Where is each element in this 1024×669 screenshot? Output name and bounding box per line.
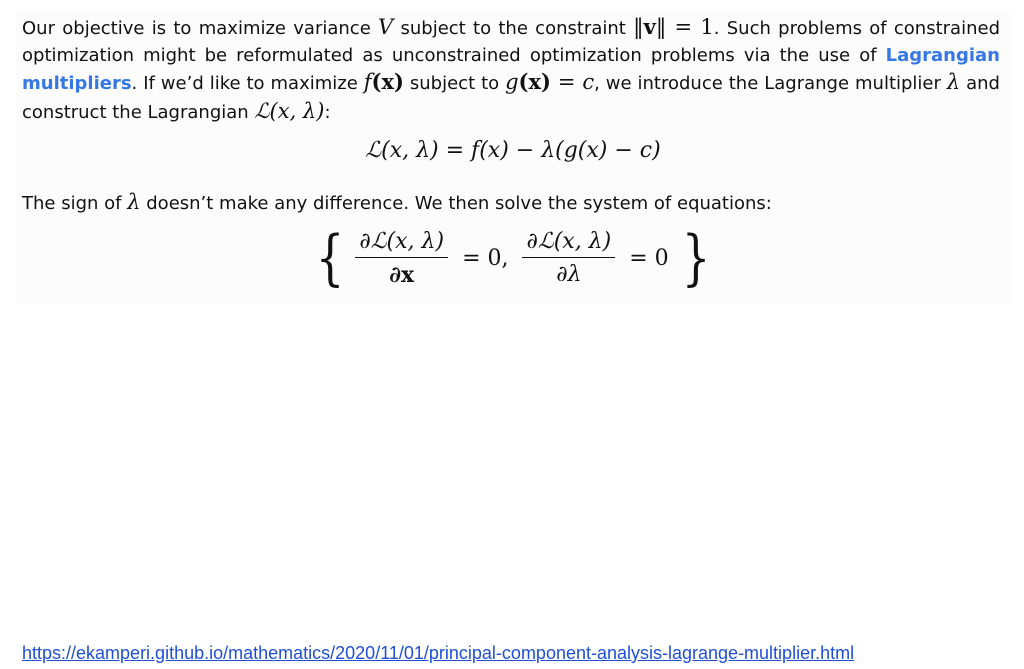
text: Our objective is to maximize variance: [22, 18, 379, 39]
lagrangian-multipliers-link[interactable]: Lagrangian multipliers: [22, 44, 1000, 94]
text: subject to: [403, 73, 506, 94]
intro-paragraph: [22, 14, 1000, 126]
fraction-dx: [355, 229, 448, 288]
math-norm-open: ‖: [633, 15, 644, 39]
text: , we introduce the Lagrange multiplier: [594, 73, 947, 94]
sign-paragraph: [22, 189, 1000, 218]
math-g-arg: (x): [518, 69, 551, 94]
lagrangian-equation: [16, 138, 1010, 163]
math-lagrangian: ℒ(x, λ): [254, 98, 325, 123]
text: . Such problems of constrained optimization might be reformulated as unconstrained optimization problems via the use of: [22, 18, 1000, 66]
math-variance: V: [378, 15, 394, 39]
math-lambda: λ: [127, 190, 141, 214]
fraction-dlambda: [522, 229, 615, 287]
equation-lhs: ℒ(x, λ): [365, 138, 439, 163]
math-f: f: [363, 70, 372, 94]
source-url-link[interactable]: https://ekamperi.github.io/mathematics/2020/11/01/principal-component-analysis-lagrange-multiplier.html: [22, 643, 855, 663]
math-norm-close: ‖ = 1: [655, 15, 714, 39]
math-g: g: [505, 70, 519, 94]
math-eq-c: = c: [550, 70, 595, 94]
math-lambda: λ: [946, 70, 961, 94]
text: . If we’d like to maximize: [131, 73, 364, 94]
system-of-equations: [16, 223, 1010, 293]
left-brace: {: [315, 223, 345, 293]
fraction-numerator: ∂ℒ(x, λ): [522, 229, 615, 258]
text: :: [324, 101, 331, 123]
text: subject to the constraint: [393, 18, 634, 39]
fraction-denominator: ∂x: [389, 261, 415, 288]
relation-zero: = 0: [629, 245, 669, 271]
fraction-denominator: ∂λ: [556, 262, 582, 287]
math-vector-v: v: [643, 14, 656, 39]
content-block: [16, 10, 1010, 304]
text: The sign of: [22, 193, 128, 214]
text: doesn’t make any difference. We then solve the system of equations:: [140, 193, 772, 214]
relation-zero-comma: = 0,: [462, 245, 509, 271]
math-f-arg: (x): [371, 69, 404, 94]
right-brace: }: [681, 223, 711, 293]
fraction-numerator: ∂ℒ(x, λ): [355, 229, 448, 258]
text: and construct the Lagrangian: [22, 73, 1000, 123]
equation-rhs: = f(x) − λ(g(x) − c): [438, 138, 661, 163]
